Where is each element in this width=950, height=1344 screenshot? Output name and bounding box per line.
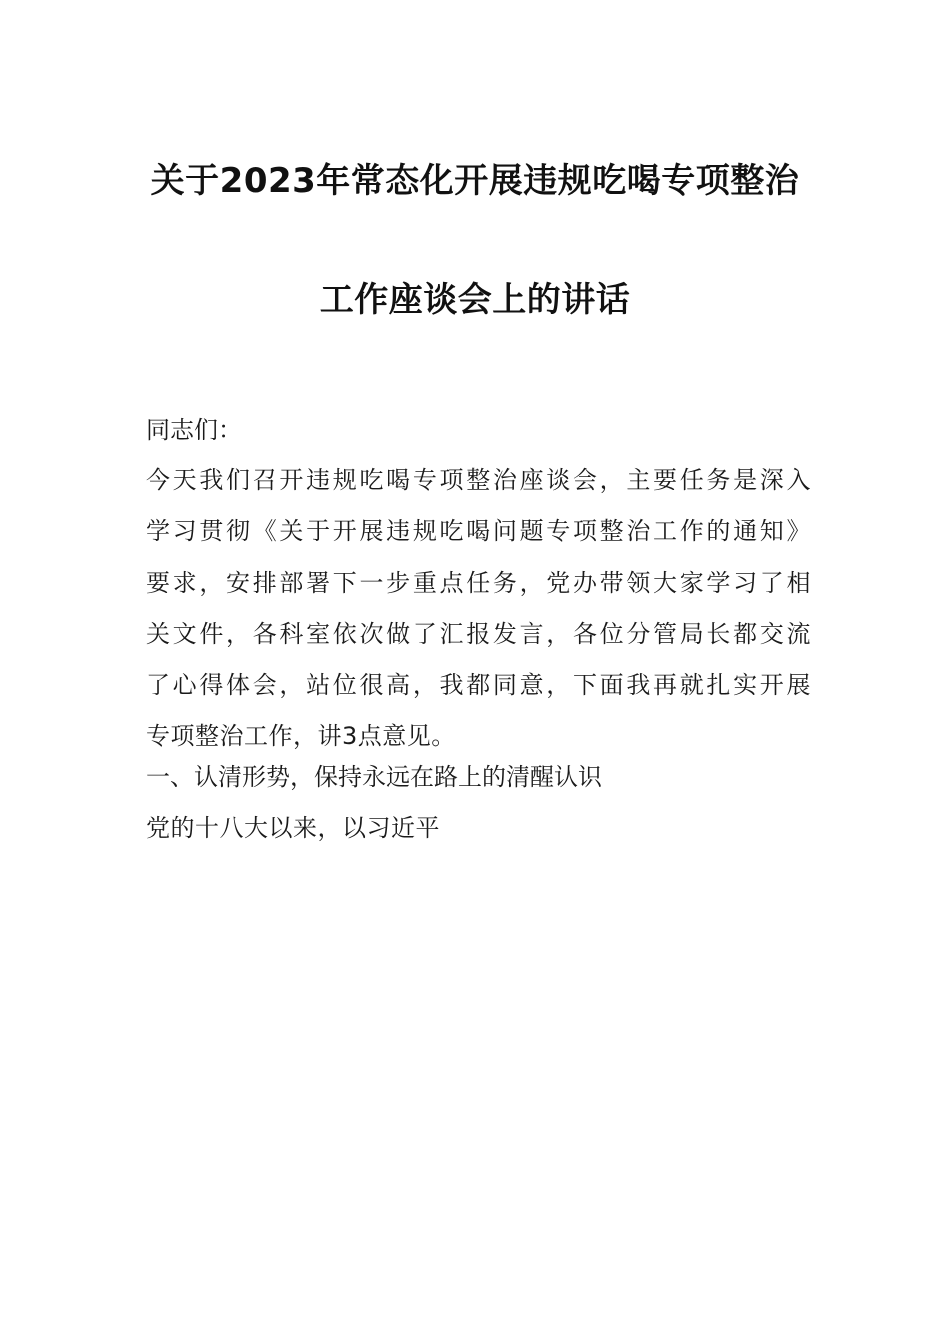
paragraph-1-line: 今天我们召开违规吃喝专项整治座谈会，主要任务是深入 xyxy=(146,466,811,494)
paragraph-2 xyxy=(146,803,811,854)
paragraph-2-line: 党的十八大以来，以习近平 xyxy=(146,814,440,842)
section-heading-1: 一、认清形势，保持永远在路上的清醒认识 xyxy=(146,763,602,791)
paragraph-1 xyxy=(146,455,811,763)
greeting: 同志们： xyxy=(146,416,242,444)
document-title-line-2: 工作座谈会上的讲话 xyxy=(319,280,631,320)
paragraph-1-line: 学习贯彻《关于开展违规吃喝问题专项整治工作的通知》 xyxy=(146,517,811,546)
paragraph-1-line: 专项整治工作，讲3点意见。 xyxy=(146,722,456,751)
paragraph-1-line: 关文件，各科室依次做了汇报发言，各位分管局长都交流 xyxy=(146,619,811,648)
paragraph-1-line: 了心得体会，站位很高，我都同意，下面我再就扎实开展 xyxy=(146,671,811,700)
paragraph-1-line: 要求，安排部署下一步重点任务，党办带领大家学习了相 xyxy=(146,568,811,597)
document-title-line-1: 关于2023年常态化开展违规吃喝专项整治 xyxy=(150,161,800,201)
